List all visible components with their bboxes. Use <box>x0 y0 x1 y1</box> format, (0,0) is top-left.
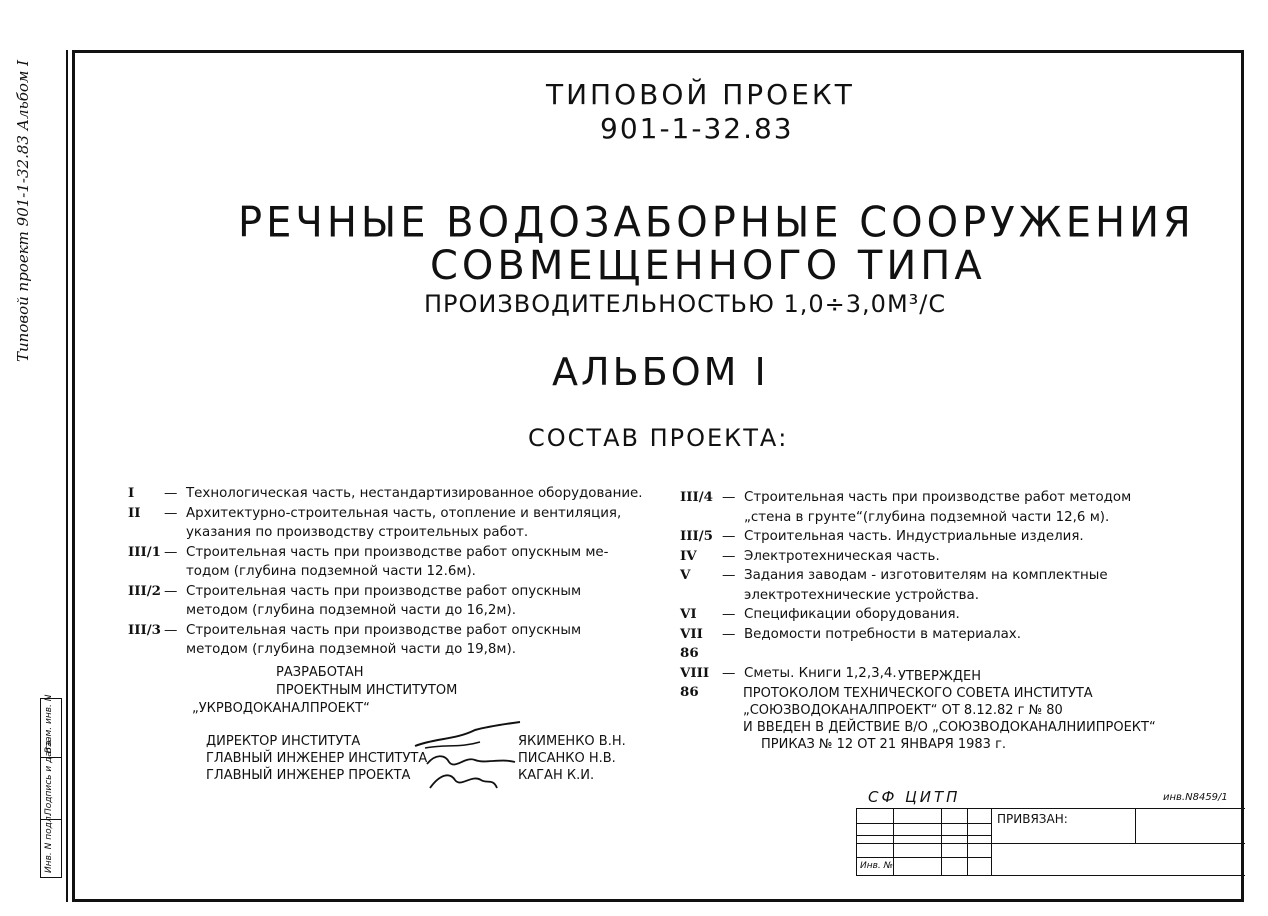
contents-item: III/5 — Строительная часть. Индустриальные изделия. <box>680 528 1084 544</box>
project-type-title: ТИПОВОЙ ПРОЕКТ <box>546 78 855 111</box>
inv-label: Инв. № <box>860 861 894 871</box>
binding-line <box>66 50 68 902</box>
signatory-names: ЯКИМЕНКО В.Н. ПИСАНКО Н.В. КАГАН К.И. <box>518 734 626 783</box>
side-stamp <box>40 694 62 878</box>
developer-block: РАЗРАБОТАН ПРОЕКТНЫМ ИНСТИТУТОМ „УКРВОДОКАНАЛПРОЕКТ“ <box>192 665 458 716</box>
contents-item: III/1 — Строительная часть при производстве работ опускным ме- <box>128 543 609 560</box>
contents-item: III/4 — Строительная часть при производстве работ методом <box>680 489 1132 505</box>
side-stamp-label: Подпись и дата <box>44 740 54 815</box>
inventory-number: инв.N8459/1 <box>1163 792 1228 803</box>
contents-item: III/2 — Строительная часть при производстве работ опускным <box>128 582 582 599</box>
contents-item: VI — Спецификации оборудования. <box>680 606 960 622</box>
approval-block: УТВЕРЖДЕН ПРОТОКОЛОМ ТЕХНИЧЕСКОГО СОВЕТА ИНСТИТУТА „СОЮЗВОДОКАНАЛПРОЕКТ“ ОТ 8.12.82 г № 80 И ВВЕДЕН В ДЕЙСТВИЕ В/О „СОЮЗВОДОКАНАЛНИИПРОЕКТ“ ПРИКАЗ № 12 ОТ 21 ЯНВАРЯ 1983 г. <box>743 669 1156 752</box>
contents-item: III/3 — Строительная часть при производстве работ опускным <box>128 621 582 638</box>
handwritten-signatures <box>405 718 525 798</box>
album-title: АЛЬБОМ I <box>552 350 769 394</box>
contents-item: VIII 86 — Сметы. Книги 1,2,3,4. <box>680 664 897 700</box>
side-stamp-label: Взам. инв. N <box>44 694 54 753</box>
linked-label: ПРИВЯЗАН: <box>997 812 1068 826</box>
capacity-line: ПРОИЗВОДИТЕЛЬНОСТЬЮ 1,0÷3,0М³/С <box>424 290 947 318</box>
contents-item: IV — Электротехническая часть. <box>680 547 940 564</box>
contents-heading: СОСТАВ ПРОЕКТА: <box>528 424 789 452</box>
main-title-line2: СОВМЕЩЕННОГО ТИПА <box>430 243 986 289</box>
contents-list-right: III/4 — Строительная часть при производстве работ методом „стена в грунте“(глубина подземной части 12,6 м). III/5 — Строительная часть. Индустриальные изделия. IV — Электротехническая часть. V — Задания заводам - изготовителям на комплектные электротехнические устройства. VI — Спецификации оборудования. VII 86 — Ведомости потребности в материалах. VIII 86 — Сметы. Книги 1,2,3,4. <box>680 488 1131 703</box>
project-number: 901-1-32.83 <box>600 112 794 145</box>
contents-item: I — Технологическая часть, нестандартизированное оборудование. <box>128 485 643 501</box>
side-stamp-label: Инв. N подл. <box>44 813 54 873</box>
contents-item: II — Архитектурно-строительная часть, отопление и вентиляция, <box>128 504 622 521</box>
contents-item: V — Задания заводам - изготовителям на комплектные <box>680 567 1108 583</box>
main-title-line1: РЕЧНЫЕ ВОДОЗАБОРНЫЕ СООРУЖЕНИЯ <box>238 198 1195 248</box>
vertical-title: Типовой проект 901-1-32.83 Альбом I <box>14 59 32 362</box>
title-block-stamp <box>856 808 1245 876</box>
contents-list-left: I — Технологическая часть, нестандартизированное оборудование. II — Архитектурно-строительная часть, отопление и вентиляция, указания по производству строительных работ. III/1 — Строительная часть при производстве работ опускным ме- тодом (глубина подземной части 12.6м). III/2 — Строительная часть при производстве работ опускным методом (глубина подземной части до 16,2м). III/3 — Строительная часть при производстве работ опускным методом (глубина подземной части до 19,8м). <box>128 485 643 657</box>
cf-mark: СФ ЦИТП <box>868 788 961 806</box>
signatory-roles: ДИРЕКТОР ИНСТИТУТА ГЛАВНЫЙ ИНЖЕНЕР ИНСТИТУТА ГЛАВНЫЙ ИНЖЕНЕР ПРОЕКТА <box>206 734 428 783</box>
contents-item: VII 86 — Ведомости потребности в материалах. <box>680 625 1021 661</box>
